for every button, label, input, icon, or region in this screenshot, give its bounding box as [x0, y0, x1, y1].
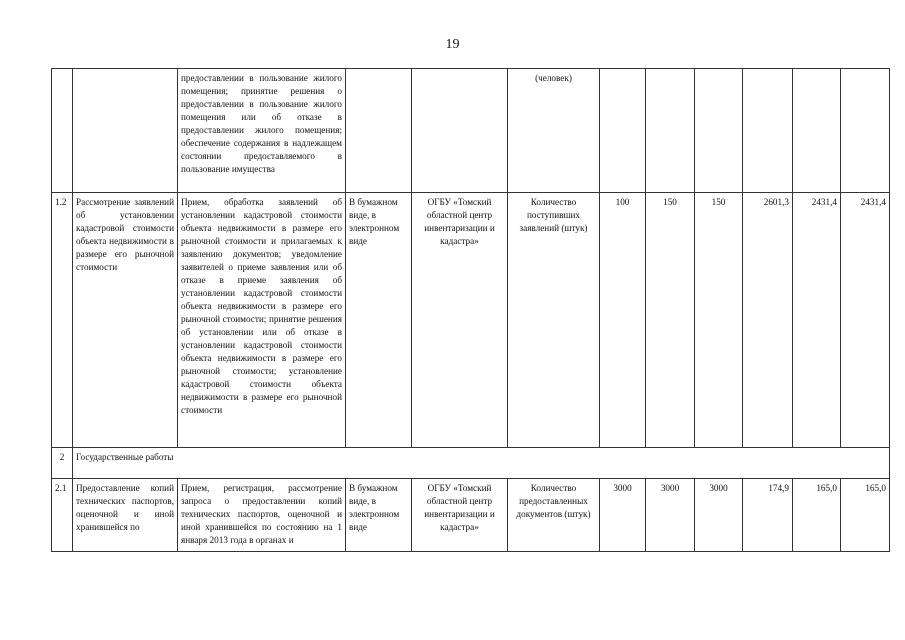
row-number: 1.2 [52, 193, 73, 448]
value-1 [600, 69, 646, 193]
value-1: 100 [600, 193, 646, 448]
work-form: В бумажном виде, в электронном виде [346, 193, 412, 448]
indicator: Количество предоставленных документов (штук) [508, 479, 600, 552]
row-number: 2.1 [52, 479, 73, 552]
value-6: 165,0 [841, 479, 890, 552]
value-4 [743, 69, 793, 193]
organization [412, 69, 508, 193]
value-3: 150 [695, 193, 743, 448]
organization: ОГБУ «Томский областной центр инвентаризации и кадастра» [412, 193, 508, 448]
value-1: 3000 [600, 479, 646, 552]
organization: ОГБУ «Томский областной центр инвентаризации и кадастра» [412, 479, 508, 552]
work-name [73, 69, 178, 193]
work-content: предоставлении в пользование жилого помещения; принятие решения о предоставлении в пользование жилого помещения или об отказе в предоставлении жилого помещения; обеспечение содержания в надлежащем состоянии предоставляемого в пользование имущества [178, 69, 346, 193]
work-name: Предоставление копий технических паспортов, оценочной и иной хранившейся по [73, 479, 178, 552]
table-row [52, 479, 890, 552]
section-title: Государственные работы [73, 448, 890, 479]
section-number: 2 [52, 448, 73, 479]
table-row [52, 193, 890, 448]
indicator: (человек) [508, 69, 600, 193]
value-4: 174,9 [743, 479, 793, 552]
page-number: 19 [445, 37, 460, 52]
work-content: Прием, регистрация, рассмотрение запроса о предоставлении копий технических паспортов, оценочной и иной хранившейся по состоянию на 1 января 2013 года в органах и [178, 479, 346, 552]
work-form [346, 69, 412, 193]
value-5 [793, 69, 841, 193]
value-3: 3000 [695, 479, 743, 552]
indicator: Количество поступивших заявлений (штук) [508, 193, 600, 448]
section-row [52, 448, 890, 479]
program-table [51, 68, 890, 552]
work-content: Прием, обработка заявлений об установлении кадастровой стоимости объекта недвижимости в размере его рыночной стоимости и прилагаемых к заявлению документов; уведомление заявителей о приеме заявления или об отказе в приеме заявления об установлении кадастровой стоимости объекта недвижимости в размере его рыночной стоимости; принятие решения об установлении или об отказе в установлении кадастровой стоимости объекта недвижимости в размере его рыночной стоимости; установление кадастровой стоимости объекта недвижимости в размере его рыночной стоимости [178, 193, 346, 448]
value-5: 165,0 [793, 479, 841, 552]
work-form: В бумажном виде, в электронном виде [346, 479, 412, 552]
value-4: 2601,3 [743, 193, 793, 448]
table-row [52, 69, 890, 193]
value-2: 3000 [646, 479, 695, 552]
row-number [52, 69, 73, 193]
work-name: Рассмотрение заявлений об установлении кадастровой стоимости объекта недвижимости в размере его рыночной стоимости [73, 193, 178, 448]
value-6: 2431,4 [841, 193, 890, 448]
value-3 [695, 69, 743, 193]
value-2: 150 [646, 193, 695, 448]
value-6 [841, 69, 890, 193]
value-5: 2431,4 [793, 193, 841, 448]
value-2 [646, 69, 695, 193]
